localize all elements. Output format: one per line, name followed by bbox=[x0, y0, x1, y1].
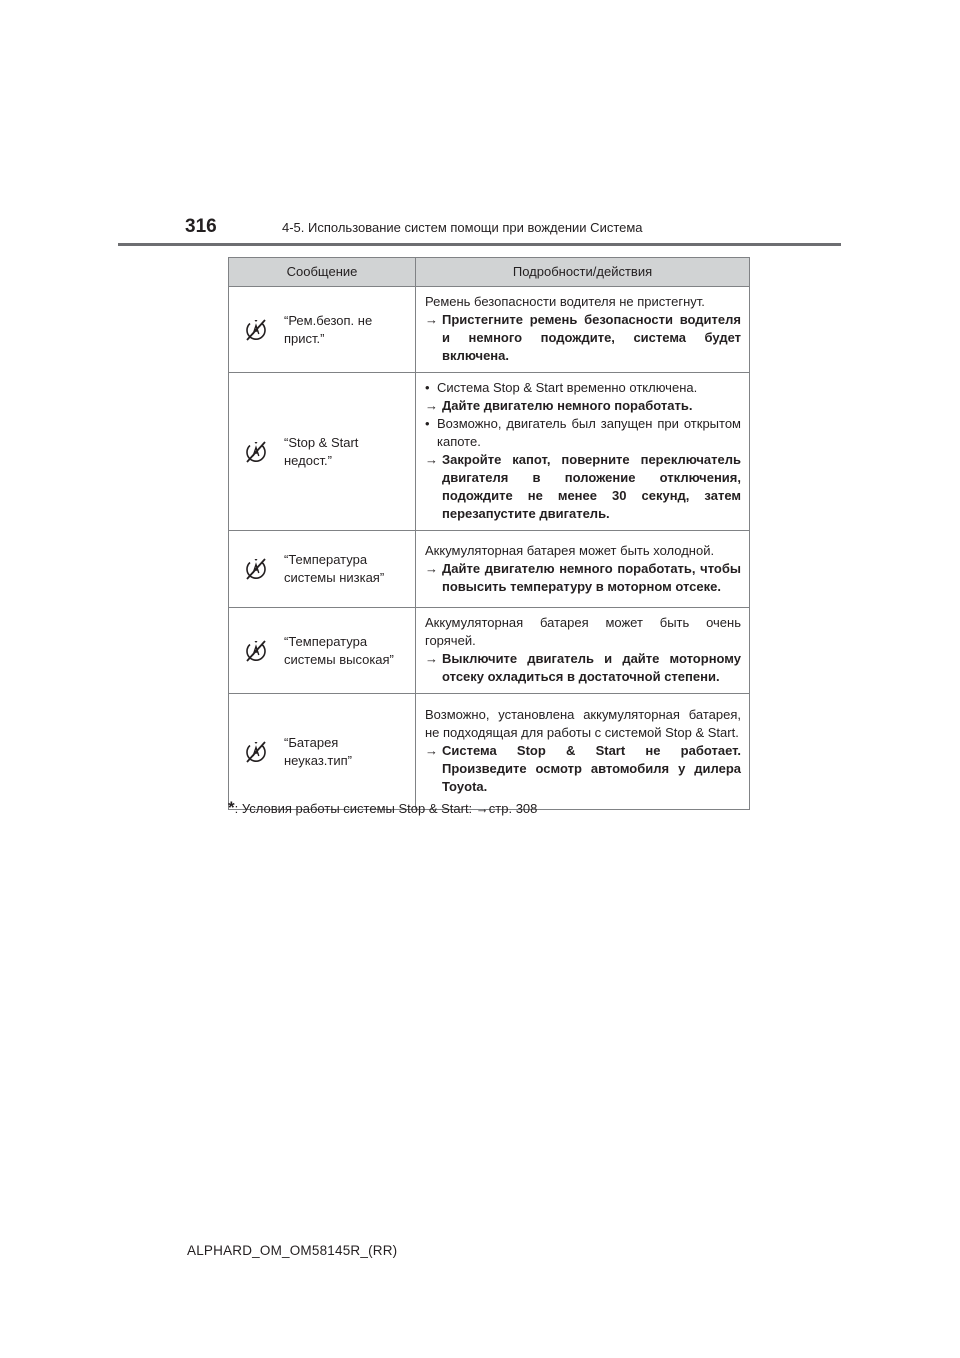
stop-start-off-icon bbox=[244, 638, 268, 664]
action-text: Пристегните ремень безопасности водителя и немного подождите, система будет включена. bbox=[442, 312, 741, 363]
action-line bbox=[425, 742, 741, 796]
message-wrap bbox=[229, 551, 415, 587]
arrow-right-icon: → bbox=[425, 312, 438, 327]
action-line bbox=[425, 311, 741, 365]
message-line: недост.” bbox=[284, 452, 332, 468]
header-rule bbox=[118, 243, 841, 246]
message-line: “Батарея bbox=[284, 734, 339, 750]
stop-start-off-icon bbox=[244, 739, 268, 765]
message-text bbox=[268, 633, 394, 669]
bullet-icon: • bbox=[425, 380, 430, 395]
action-text: Закройте капот, поверните переключатель двигателя в положение отключения, подождите не менее 30 секунд, затем перезапустите двигатель. bbox=[442, 452, 741, 521]
message-line: “Температура bbox=[284, 633, 368, 649]
document-code: ALPHARD_OM_OM58145R_(RR) bbox=[187, 1243, 398, 1258]
table-row bbox=[229, 287, 750, 373]
page-header bbox=[185, 216, 643, 238]
message-line: прист.” bbox=[284, 330, 325, 346]
message-text bbox=[268, 434, 358, 470]
page-number: 316 bbox=[185, 216, 217, 237]
action-text: Система Stop & Start не работает. Произведите осмотр автомобиля у дилера Toyota. bbox=[442, 743, 741, 794]
detail-text: Аккумуляторная батарея может быть холодной. bbox=[425, 542, 715, 558]
message-cell bbox=[229, 287, 416, 373]
action-line bbox=[425, 397, 741, 415]
table-body bbox=[229, 287, 750, 810]
details-cell bbox=[416, 531, 750, 608]
message-line: системы низкая” bbox=[284, 570, 385, 585]
action-line bbox=[425, 451, 741, 523]
stop-start-off-icon bbox=[244, 439, 268, 465]
action-text: Дайте двигателю немного поработать, чтобы повысить температуру в моторном отсеке. bbox=[442, 560, 741, 594]
arrow-right-icon: → bbox=[425, 560, 438, 576]
message-text bbox=[268, 734, 352, 770]
table-row bbox=[229, 608, 750, 694]
footnote bbox=[228, 798, 537, 818]
bullet-text: Возможно, двигатель был запущен при открытом капоте. bbox=[437, 416, 741, 449]
stop-start-off-icon bbox=[244, 317, 268, 343]
table-row bbox=[229, 373, 750, 531]
message-line: “Температура bbox=[284, 552, 368, 567]
footnote-star: * bbox=[228, 798, 235, 817]
detail-text: Ремень безопасности водителя не пристегнут. bbox=[425, 294, 705, 309]
bullet-text: Система Stop & Start временно отключена. bbox=[437, 380, 698, 395]
stop-start-off-icon bbox=[244, 556, 268, 582]
messages-table bbox=[228, 257, 750, 810]
section-title: 4-5. Использование систем помощи при вождении Система bbox=[282, 220, 643, 235]
arrow-right-icon: → bbox=[425, 743, 438, 758]
message-wrap bbox=[229, 312, 415, 348]
message-text bbox=[268, 312, 372, 348]
arrow-right-icon: → bbox=[425, 651, 438, 666]
detail-text: Возможно, установлена аккумуляторная батарея, не подходящая для работы с системой Stop & Start. bbox=[425, 707, 741, 740]
action-text: Выключите двигатель и дайте моторному отсеку охладиться в достаточной степени. bbox=[442, 651, 741, 684]
details-cell bbox=[416, 694, 750, 810]
message-wrap bbox=[229, 434, 415, 470]
details-cell bbox=[416, 608, 750, 694]
message-cell bbox=[229, 694, 416, 810]
column-header-message: Сообщение bbox=[229, 258, 416, 287]
footnote-text: : Условия работы системы Stop & Start: bbox=[234, 801, 476, 816]
message-line: “Рем.безоп. не bbox=[284, 312, 373, 328]
message-line: неуказ.тип” bbox=[284, 752, 352, 768]
action-line bbox=[425, 650, 741, 686]
message-text bbox=[268, 551, 384, 587]
details-cell bbox=[416, 373, 750, 531]
arrow-right-icon: → bbox=[425, 398, 438, 413]
details-cell bbox=[416, 287, 750, 373]
table-row bbox=[229, 531, 750, 608]
column-header-details: Подробности/действия bbox=[416, 258, 750, 287]
table-row bbox=[229, 694, 750, 810]
message-cell bbox=[229, 373, 416, 531]
bullet-line bbox=[425, 415, 741, 451]
footnote-page-ref[interactable]: стр. 308 bbox=[488, 801, 538, 816]
message-cell bbox=[229, 608, 416, 694]
action-text: Дайте двигателю немного поработать. bbox=[442, 398, 693, 413]
message-cell bbox=[229, 531, 416, 608]
action-line bbox=[425, 560, 741, 596]
reference-arrow-icon: → bbox=[475, 801, 489, 816]
bullet-icon: • bbox=[425, 416, 430, 431]
arrow-right-icon: → bbox=[425, 452, 438, 467]
bullet-line bbox=[425, 379, 741, 397]
message-line: системы высокая” bbox=[284, 651, 394, 667]
table-header-row bbox=[229, 258, 750, 287]
detail-text: Аккумуляторная батарея может быть очень горячей. bbox=[425, 615, 741, 648]
message-wrap bbox=[229, 633, 415, 669]
message-wrap bbox=[229, 734, 415, 770]
message-line: “Stop & Start bbox=[284, 434, 359, 450]
